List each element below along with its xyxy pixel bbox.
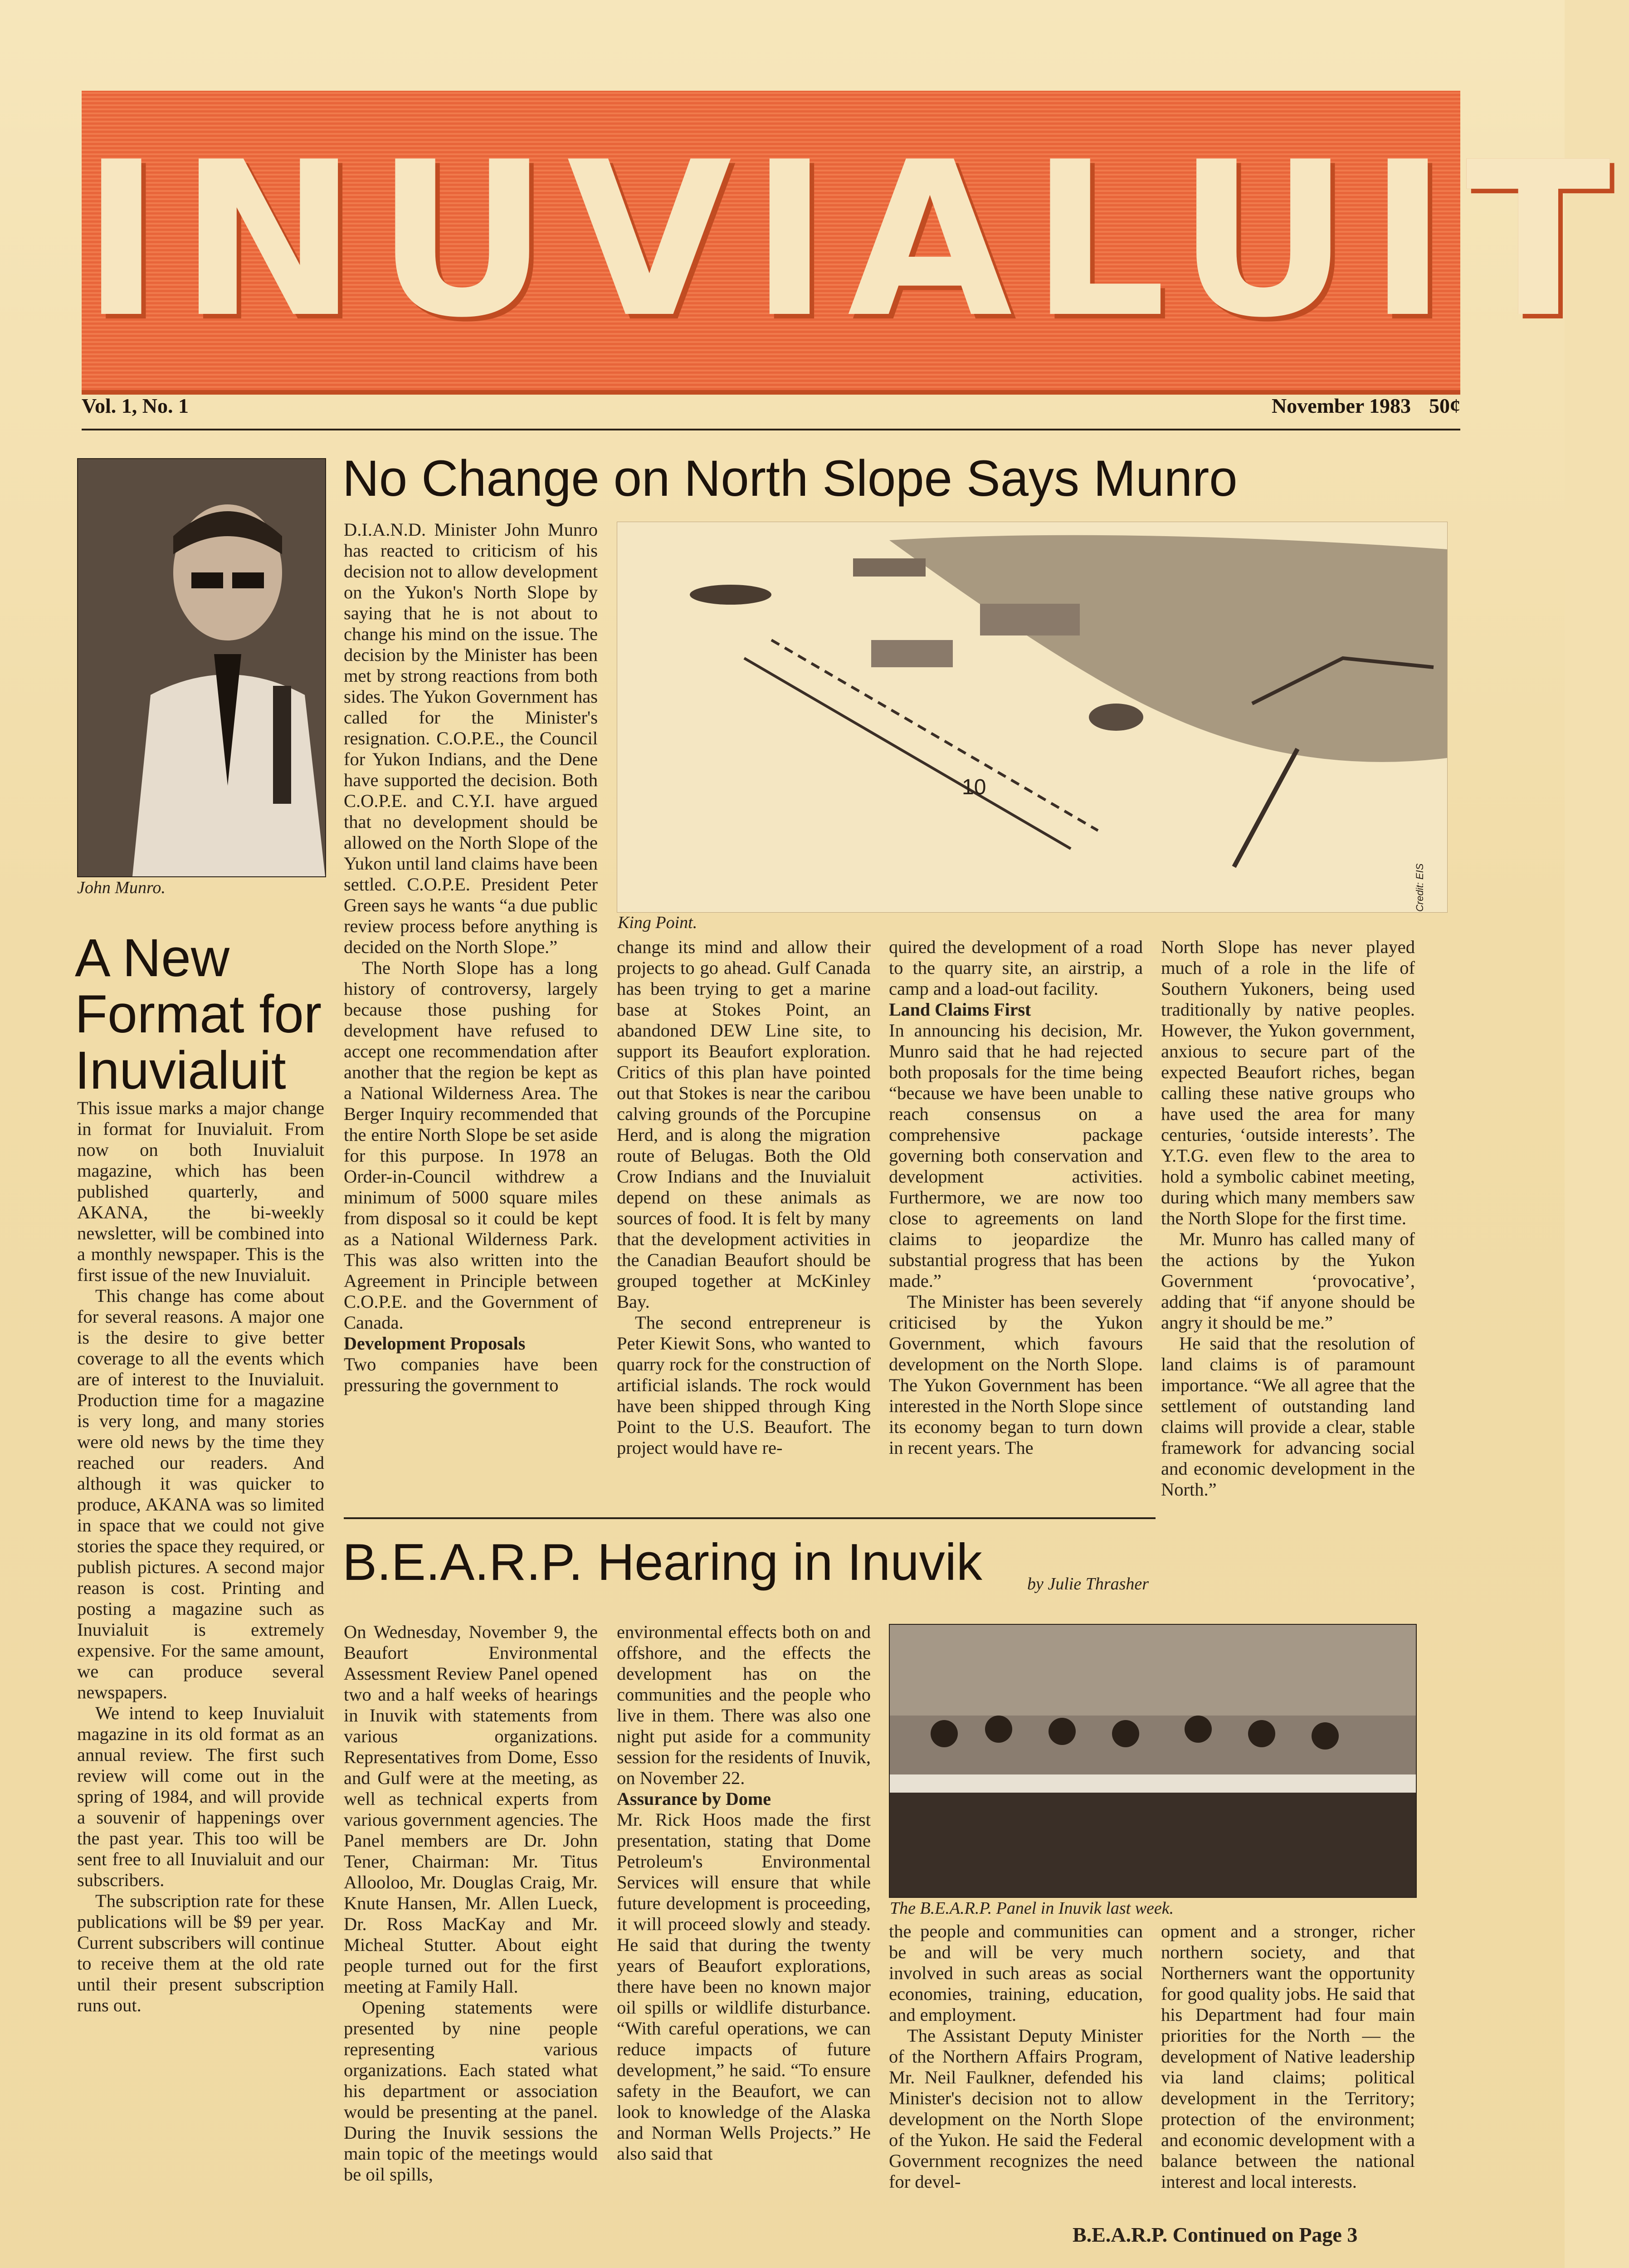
bearp-column-4 [1161,1921,1415,2229]
bearp-paragraph: the people and communities can be and will be very much involved in such areas as social economies, training, education, and employment. [889,1921,1143,2025]
bearp-paragraph: On Wednesday, November 9, the Beaufort Environmental Assessment Review Panel opened two and a half weeks of hearings in Inuvik with statements from various organizations. Representatives from Dome, Esso and Gulf were at the meeting, as well as technical experts from various government agencies. The Panel members are Dr. John Tener, Chairman: Mr. Titus Allooloo, Mr. Douglas Craig, Mr. Knute Hansen, Mr. Allen Lueck, Dr. Ross MacKay and Mr. Micheal Stutter. About eight people turned out for the first meeting at Family Hall. [344,1622,598,1997]
bearp-paragraph: Mr. Rick Hoos made the first presentation, stating that Dome Petroleum's Environmental Services will ensure that while future development is proceeding, it will proceed slowly and steady. He said that during the twenty years of Beaufort explorations, there have been no known major oil spills or wildlife disturbance. “With careful operations, we can reduce impacts of future development,” he said. “To ensure safety in the Beaufort, we can look to knowledge of the Alaska and Norman Wells Projects.” He also said that [617,1809,871,2164]
map-credit: Credit: EIS [1414,863,1425,912]
portrait-illustration [78,459,325,876]
lead-paragraph: In announcing his decision, Mr. Munro said that he had rejected both proposals for the time being “because we have been unable to reach consensus on a comprehensive package governing both conservation and development activities. Furthermore, we are now too close to agreements on land claims to jeopardize the substantial progress that has been made.” [889,1020,1143,1291]
panel-photo-illustration [890,1625,1416,1897]
king-point-map [617,522,1448,913]
continued-note: B.E.A.R.P. Continued on Page 3 [1073,2223,1358,2246]
issue-volume: Vol. 1, No. 1 [82,394,189,417]
bearp-panel-photo [889,1624,1417,1898]
bearp-headline: B.E.A.R.P. Hearing in Inuvik [342,1534,982,1591]
lead-paragraph: D.I.A.N.D. Minister John Munro has reacted to criticism of his decision not to allow development on the Yukon's North Slope by saying that he is not about to change his mind on the issue. The decision by the Minister has been met by strong reactions from both sides. The Yukon Government has called for the Minister's resignation. C.O.P.E., the Council for Yukon Indians, and the Dene have supported the decision. Both C.O.P.E. and C.Y.I. have argued that no development should be allowed on the North Slope of the Yukon until land claims have been settled. C.O.P.E. President Peter Green says he wants “a due public review process before anything is decided on the North Slope.” [344,519,598,957]
sidebar-paragraph: This issue marks a major change in format for Inuvialuit. From now on both Inuvialuit magazine, which has been published quarterly, and AKANA, the bi-weekly newsletter, will be combined into a monthly newspaper. This is the first issue of the new Inuvialuit. [77,1098,324,1285]
section-divider [344,1517,1156,1519]
issue-price: 50¢ [1429,394,1460,417]
john-munro-photo [77,458,326,877]
sidebar-paragraph: This change has come about for several reasons. A major one is the desire to give better coverage to all the events which are of interest to the Inuvialuit. Production time for a magazine is very long, and many stories were old news by the time they reached our readers. And although it was quicker to produce, AKANA was so limited in space that we could not give stories the space they required, or publish pictures. A second major reason is cost. Printing and posting a magazine such as Inuvialuit is extremely expensive. For the same amount, we can produce several newspapers. [77,1286,324,1702]
map-caption: King Point. [618,913,697,932]
sidebar-headline: A New Format for Inuvialuit [75,928,322,1100]
svg-text:10: 10 [962,775,986,799]
lead-paragraph: change its mind and allow their projects to go ahead. Gulf Canada has been trying to get a marine base at Stokes Point, an abandoned DEW Line site, to support its Beaufort exploration. Critics of this plan have pointed out that Stokes is near the caribou calving grounds of the Porcupine Herd, and is along the migration route of Belugas. Both the Old Crow Indians and the Inuvialuit depend on these animals as sources of food. It is felt by many that the development activities in the Canadian Beaufort should be grouped together at McKinley Bay. [617,937,871,1312]
sidebar-article-body [77,1098,324,2015]
king-point-sketch [617,522,1447,912]
masthead-title: INUVIALUIT [82,116,1629,364]
bearp-column-1 [344,1622,598,2229]
lead-paragraph: The second entrepreneur is Peter Kiewit Sons, who wanted to quarry rock for the construction of artificial islands. The rock would have been shipped through King Point to the U.S. Beaufort. The project would have re- [617,1312,871,1458]
issue-date: November 1983 [1271,394,1411,417]
lead-paragraph: The North Slope has a long history of controversy, largely because those pushing for development have refused to accept one recommendation after another that the region be kept as a National Wilderness Area. The Berger Inquiry recommended that the entire North Slope be set aside for this purpose. In 1978 an Order-in-Council withdrew a minimum of 5000 square miles from disposal so it could be kept as a National Wilderness Park. This was also written into the Agreement in Principle between C.O.P.E. and the Government of Canada. [344,958,598,1333]
lead-subhead-land-claims: Land Claims First [889,999,1031,1020]
lead-paragraph: North Slope has never played much of a role in the life of Southern Yukoners, being used traditionally by native peoples. However, the Yukon government, anxious to secure part of the expected Beaufort riches, began calling these native groups who have used the area for many centuries, ‘outside interests’. The Y.T.G. even flew to the area to hold a symbolic cabinet meeting, during which many members saw the North Slope for the first time. [1161,937,1415,1228]
bearp-paragraph: environmental effects both on and offshore, and the effects the development has on the communities and the people who live in them. There was also one night put aside for a community session for the residents of Inuvik, on November 22. [617,1622,871,1788]
masthead-banner [82,91,1629,390]
bearp-paragraph: Opening statements were presented by nine people representing various organizations. Each stated what his department or association would be presenting at the panel. During the Inuvik sessions the main topic of the meetings would be oil spills, [344,1997,598,2185]
bearp-paragraph: The Assistant Deputy Minister of the Northern Affairs Program, Mr. Neil Faulkner, defended his Minister's decision not to allow development on the North Slope of the Yukon. He said the Federal Government recognizes the need for devel- [889,2025,1143,2192]
sidebar-paragraph: We intend to keep Inuvialuit magazine in its old format as an annual review. The first such review will come out in the spring of 1984, and will provide a souvenir of happenings over the past year. This too will be sent free to all Inuvialuit and our subscribers. [77,1703,324,1890]
header-divider [82,429,1460,430]
bearp-paragraph: opment and a stronger, richer northern society, and that Northerners want the opportunity for good quality jobs. He said that his Department had four main priorities for the North — the development of Native leadership via land claims; political development in the Territory; protection of the environment; and economic development with a balance between the national interest and local interests. [1161,1921,1415,2192]
lead-paragraph: He said that the resolution of land claims is of paramount importance. “We all agree that the settlement of outstanding land claims will provide a clear, stable framework for advancing social and economic development in the North.” [1161,1333,1415,1500]
lead-column-1 [344,519,598,1508]
lead-paragraph: quired the development of a road to the quarry site, an airstrip, a camp and a load-out facility. [889,937,1143,999]
sidebar-paragraph: The subscription rate for these publications will be $9 per year. Current subscribers will continue to receive them at the old rate until their present subscription runs out. [77,1891,324,2015]
lead-paragraph: Mr. Munro has called many of the actions by the Yukon Government ‘provocative’, adding that “if anyone should be angry it should be me.” [1161,1229,1415,1333]
lead-column-2 [617,937,871,1508]
issue-date-price [1253,394,1460,418]
bearp-byline: by Julie Thrasher [1027,1574,1149,1593]
munro-photo-caption: John Munro. [77,878,166,897]
bearp-column-2 [617,1622,871,2229]
bearp-photo-caption: The B.E.A.R.P. Panel in Inuvik last week. [890,1899,1174,1918]
lead-subhead-development: Development Proposals [344,1333,526,1354]
lead-headline: No Change on North Slope Says Munro [342,450,1238,507]
lead-paragraph: The Minister has been severely criticised by the Yukon Government, which favours development on the North Slope. The Yukon Government has been interested in the North Slope since its economy began to turn down in recent years. The [889,1291,1143,1458]
lead-paragraph: Two companies have been pressuring the government to [344,1354,598,1395]
lead-column-3 [889,937,1143,1508]
bearp-column-3 [889,1921,1143,2229]
bearp-subhead-dome: Assurance by Dome [617,1789,771,1809]
lead-column-4 [1161,937,1415,1554]
